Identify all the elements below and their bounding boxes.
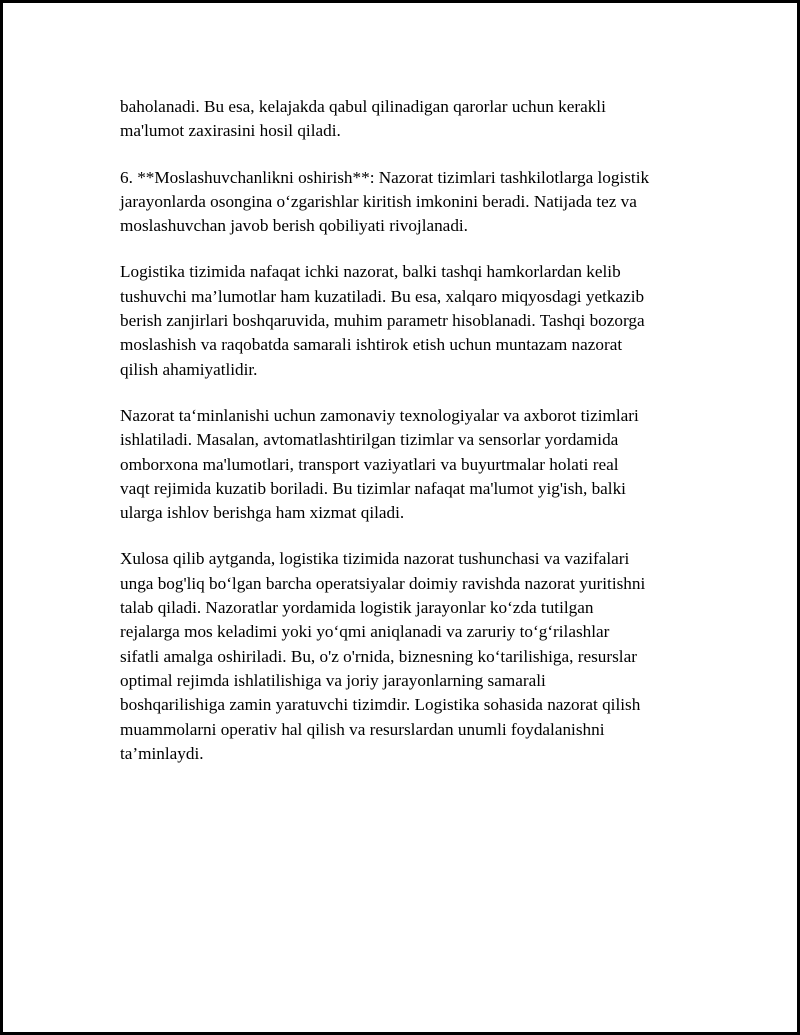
text-line: 6. **Moslashuvchanlikni oshirish**: Nazorat tizimlari tashkilotlarga logistik: [120, 167, 650, 187]
text-line: ta’minlaydi.: [120, 743, 204, 763]
paragraph-external-partners: [120, 260, 700, 381]
text-line: moslashuvchan javob berish qobiliyati rivojlanadi.: [120, 216, 468, 236]
text-line: talab qiladi. Nazoratlar yordamida logistik jarayonlar ko‘zda tutilgan: [120, 598, 594, 618]
text-line: ma'lumot zaxirasini hosil qiladi.: [120, 121, 341, 141]
text-line: moslashish va raqobatda samarali ishtirok etish uchun muntazam nazorat: [120, 335, 623, 355]
text-line: tushuvchi ma’lumotlar ham kuzatiladi. Bu esa, xalqaro miqyosdagi yetkazib: [120, 286, 645, 306]
text-line: omborxona ma'lumotlari, transport vaziyatlari va buyurtmalar holati real: [120, 454, 619, 474]
paragraph-technologies: [120, 404, 700, 525]
text-line: berish zanjirlari boshqaruvida, muhim parametr hisoblanadi. Tashqi bozorga: [120, 311, 645, 331]
paragraph-evaluation-continuation: [120, 95, 700, 144]
text-line: muammolarni operativ hal qilish va resurslardan unumli foydalanishni: [120, 719, 605, 739]
text-line: jarayonlarda osongina o‘zgarishlar kiritish imkonini beradi. Natijada tez va: [120, 191, 637, 211]
text-line: rejalarga mos keladimi yoki yo‘qmi aniqlanadi va zaruriy to‘g‘rilashlar: [120, 622, 610, 642]
text-line: ishlatiladi. Masalan, avtomatlashtirilgan tizimlar va sensorlar yordamida: [120, 430, 619, 450]
text-line: unga bog'liq bo‘lgan barcha operatsiyalar doimiy ravishda nazorat yuritishni: [120, 573, 646, 593]
text-line: baholanadi. Bu esa, kelajakda qabul qilinadigan qarorlar uchun kerakli: [120, 97, 606, 116]
text-line: ularga ishlov berishga ham xizmat qiladi.: [120, 503, 405, 523]
text-line: qilish ahamiyatlidir.: [120, 359, 258, 379]
text-line: sifatli amalga oshiriladi. Bu, o'z o'rnida, biznesning ko‘tarilishiga, resurslar: [120, 646, 637, 666]
document-body: [120, 95, 700, 788]
paragraph-conclusion: [120, 547, 700, 766]
text-line: Xulosa qilib aytganda, logistika tizimida nazorat tushunchasi va vazifalari: [120, 549, 630, 569]
text-line: vaqt rejimida kuzatib boriladi. Bu tizimlar nafaqat ma'lumot yig'ish, balki: [120, 478, 626, 498]
text-line: Logistika tizimida nafaqat ichki nazorat, balki tashqi hamkorlardan kelib: [120, 262, 621, 282]
text-line: optimal rejimda ishlatilishiga va joriy jarayonlarning samarali: [120, 670, 546, 690]
paragraph-flexibility: [120, 166, 700, 239]
text-line: boshqarilishiga zamin yaratuvchi tizimdir. Logistika sohasida nazorat qilish: [120, 695, 641, 715]
text-line: Nazorat ta‘minlanishi uchun zamonaviy texnologiyalar va axborot tizimlari: [120, 405, 639, 425]
